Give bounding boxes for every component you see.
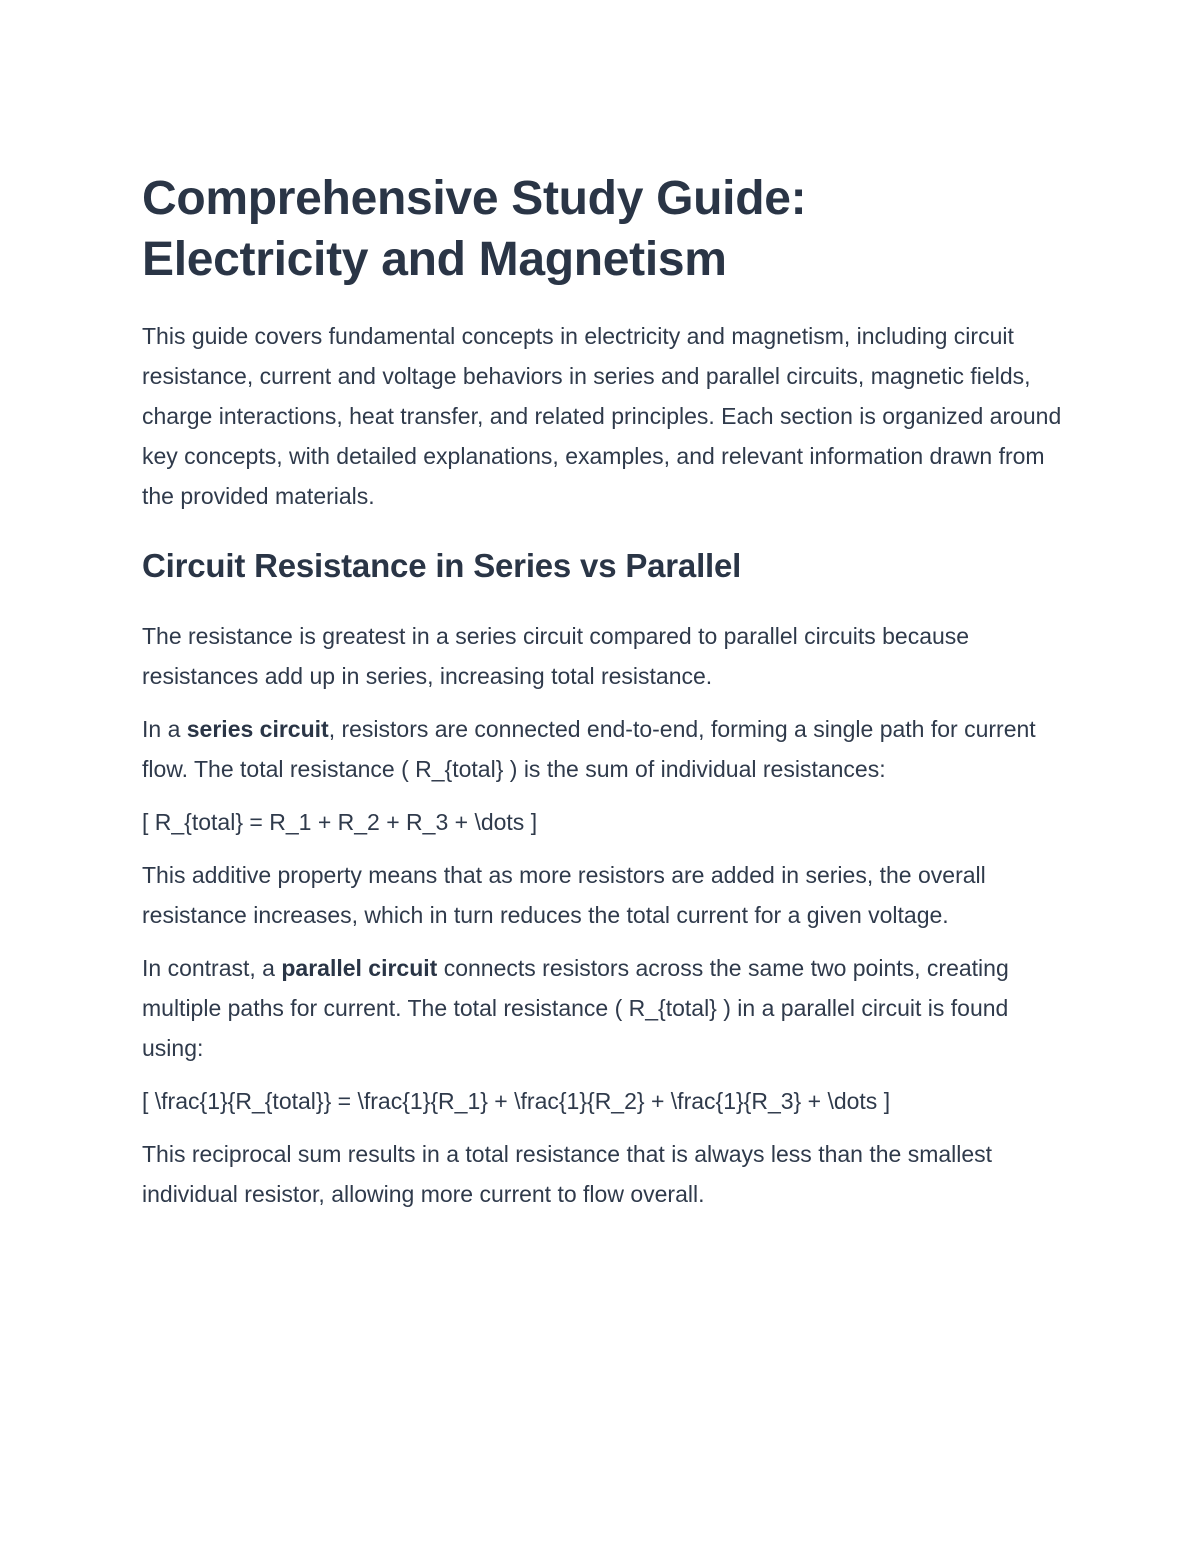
document-title bbox=[142, 168, 1067, 290]
parallel-formula: [ \frac{1}{R_{total}} = \frac{1}{R_1} + \frac{1}{R_2} + \frac{1}{R_3} + \dots ] bbox=[142, 1088, 891, 1114]
section-heading: Circuit Resistance in Series vs Parallel bbox=[142, 547, 742, 584]
parallel-rest-text: connects resistors across the same two points, creating multiple paths for current. The total resistance ( R_{total} ) in a parallel circuit is found using: bbox=[142, 955, 1009, 1061]
intro-paragraph: This guide covers fundamental concepts in electricity and magnetism, including circuit resistance, current and voltage behaviors in series and parallel circuits, magnetic fields, charge interactions, heat transfer, and related principles. Each section is organized around key concepts, with detailed explanations, examples, and relevant information drawn from the provided materials. bbox=[142, 323, 1062, 509]
parallel-circuit-paragraph bbox=[142, 948, 1067, 1068]
parallel-circuit-term: parallel circuit bbox=[281, 955, 438, 981]
series-formula: [ R_{total} = R_1 + R_2 + R_3 + \dots ] bbox=[142, 809, 538, 835]
series-lead-text: In a bbox=[142, 716, 187, 742]
additive-property-paragraph: This additive property means that as more resistors are added in series, the overall resistance increases, which in turn reduces the total current for a given voltage. bbox=[142, 862, 986, 928]
title-line-2: Electricity and Magnetism bbox=[142, 233, 727, 286]
series-vs-parallel-paragraph: The resistance is greatest in a series circuit compared to parallel circuits because resistances add up in series, increasing total resistance. bbox=[142, 623, 970, 689]
series-circuit-term: series circuit bbox=[186, 716, 329, 742]
reciprocal-sum-paragraph: This reciprocal sum results in a total resistance that is always less than the smallest individual resistor, allowing more current to flow overall. bbox=[142, 1141, 993, 1207]
series-circuit-paragraph bbox=[142, 709, 1067, 789]
title-line-1: Comprehensive Study Guide: bbox=[142, 172, 807, 225]
series-rest-text: , resistors are connected end-to-end, forming a single path for current flow. The total resistance ( R_{total} ) is the sum of individual resistances: bbox=[142, 716, 1036, 782]
document-page bbox=[142, 168, 1067, 1214]
parallel-lead-text: In contrast, a bbox=[142, 955, 282, 981]
